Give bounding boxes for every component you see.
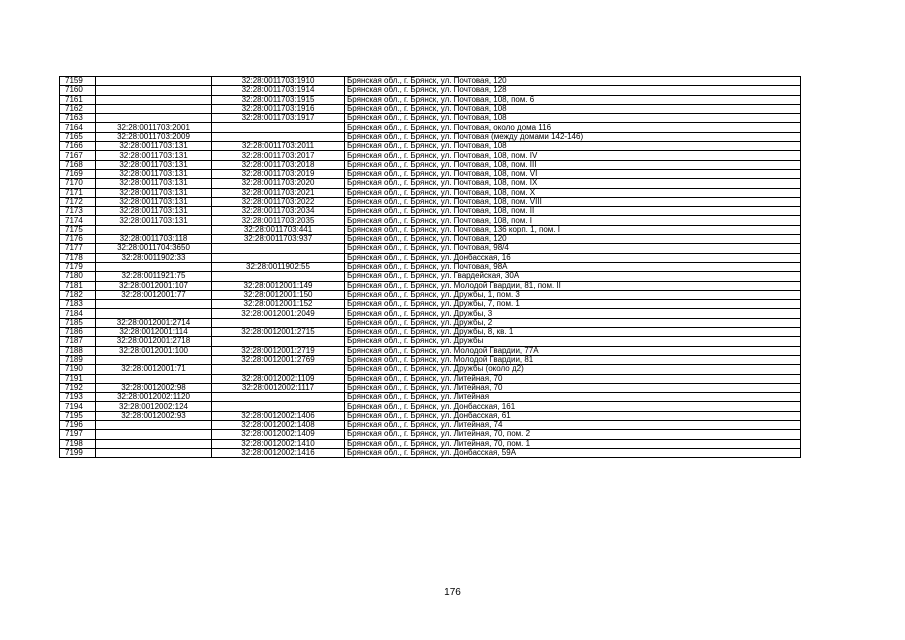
building-cadastral-number-cell (212, 318, 345, 327)
building-cadastral-number-cell: 32:28:0012002:1416 (212, 448, 345, 457)
land-cadastral-number-cell: 32:28:0011703:131 (96, 216, 212, 225)
building-cadastral-number-cell: 32:28:0011703:1910 (212, 77, 345, 86)
land-cadastral-number-cell: 32:28:0011703:131 (96, 160, 212, 169)
row-number-cell: 7197 (60, 430, 96, 439)
table-row (60, 188, 801, 197)
land-cadastral-number-cell: 32:28:0012001:71 (96, 365, 212, 374)
land-cadastral-number-cell: 32:28:0011703:118 (96, 235, 212, 244)
address-cell: Брянская обл., г. Брянск, ул. Донбасская, 59А (345, 448, 801, 457)
table-row (60, 123, 801, 132)
address-cell: Брянская обл., г. Брянск, ул. Почтовая, 108, пом. II (345, 207, 801, 216)
address-cell: Брянская обл., г. Брянск, ул. Почтовая, 108 (345, 142, 801, 151)
table-row (60, 262, 801, 271)
address-cell: Брянская обл., г. Брянск, ул. Почтовая, 108 (345, 114, 801, 123)
address-cell: Брянская обл., г. Брянск, ул. Дружбы (около д2) (345, 365, 801, 374)
address-cell: Брянская обл., г. Брянск, ул. Молодой Гвардии, 81, пом. II (345, 281, 801, 290)
row-number-cell: 7168 (60, 160, 96, 169)
address-cell: Брянская обл., г. Брянск, ул. Почтовая, 108, пом. VIII (345, 197, 801, 206)
table-row (60, 244, 801, 253)
building-cadastral-number-cell: 32:28:0011703:2018 (212, 160, 345, 169)
table-row (60, 318, 801, 327)
land-cadastral-number-cell: 32:28:0011703:131 (96, 197, 212, 206)
land-cadastral-number-cell (96, 77, 212, 86)
address-cell: Брянская обл., г. Брянск, ул. Почтовая (между домами 142-146) (345, 132, 801, 141)
building-cadastral-number-cell: 32:28:0012001:2049 (212, 309, 345, 318)
land-cadastral-number-cell (96, 86, 212, 95)
building-cadastral-number-cell: 32:28:0012002:1410 (212, 439, 345, 448)
row-number-cell: 7175 (60, 225, 96, 234)
row-number-cell: 7170 (60, 179, 96, 188)
table-row (60, 95, 801, 104)
row-number-cell: 7177 (60, 244, 96, 253)
address-cell: Брянская обл., г. Брянск, ул. Литейная, 70 (345, 374, 801, 383)
row-number-cell: 7190 (60, 365, 96, 374)
table-row (60, 402, 801, 411)
table-row (60, 114, 801, 123)
table-row (60, 281, 801, 290)
table-row (60, 132, 801, 141)
table-row (60, 197, 801, 206)
building-cadastral-number-cell: 32:28:0012001:149 (212, 281, 345, 290)
row-number-cell: 7166 (60, 142, 96, 151)
building-cadastral-number-cell: 32:28:0011703:441 (212, 225, 345, 234)
table-row (60, 86, 801, 95)
building-cadastral-number-cell (212, 393, 345, 402)
land-cadastral-number-cell: 32:28:0011703:131 (96, 188, 212, 197)
address-cell: Брянская обл., г. Брянск, ул. Почтовая, 108, пом. IX (345, 179, 801, 188)
address-cell: Брянская обл., г. Брянск, ул. Почтовая, 120 (345, 77, 801, 86)
address-cell: Брянская обл., г. Брянск, ул. Почтовая, около дома 116 (345, 123, 801, 132)
address-cell: Брянская обл., г. Брянск, ул. Донбасская, 61 (345, 411, 801, 420)
table-row (60, 383, 801, 392)
address-cell: Брянская обл., г. Брянск, ул. Почтовая, 136 корп. 1, пом. I (345, 225, 801, 234)
land-cadastral-number-cell: 32:28:0011703:131 (96, 169, 212, 178)
address-cell: Брянская обл., г. Брянск, ул. Почтовая, 108, пом. 6 (345, 95, 801, 104)
row-number-cell: 7191 (60, 374, 96, 383)
land-cadastral-number-cell (96, 262, 212, 271)
building-cadastral-number-cell: 32:28:0012001:2719 (212, 346, 345, 355)
address-cell: Брянская обл., г. Брянск, ул. Дружбы, 7, пом. 1 (345, 300, 801, 309)
table-row (60, 253, 801, 262)
table-row (60, 430, 801, 439)
building-cadastral-number-cell (212, 132, 345, 141)
land-cadastral-number-cell: 32:28:0011703:131 (96, 207, 212, 216)
building-cadastral-number-cell: 32:28:0012002:1109 (212, 374, 345, 383)
table-row (60, 309, 801, 318)
land-cadastral-number-cell (96, 430, 212, 439)
building-cadastral-number-cell (212, 123, 345, 132)
building-cadastral-number-cell: 32:28:0011703:2034 (212, 207, 345, 216)
row-number-cell: 7165 (60, 132, 96, 141)
row-number-cell: 7171 (60, 188, 96, 197)
land-cadastral-number-cell: 32:28:0011703:131 (96, 179, 212, 188)
row-number-cell: 7185 (60, 318, 96, 327)
row-number-cell: 7160 (60, 86, 96, 95)
address-cell: Брянская обл., г. Брянск, ул. Гвардейская, 30А (345, 272, 801, 281)
address-cell: Брянская обл., г. Брянск, ул. Дружбы, 8, кв. 1 (345, 328, 801, 337)
land-cadastral-number-cell (96, 420, 212, 429)
table-row (60, 355, 801, 364)
building-cadastral-number-cell: 32:28:0012001:152 (212, 300, 345, 309)
land-cadastral-number-cell: 32:28:0011703:2001 (96, 123, 212, 132)
row-number-cell: 7162 (60, 104, 96, 113)
table-row (60, 179, 801, 188)
table-row (60, 365, 801, 374)
land-cadastral-number-cell: 32:28:0012002:124 (96, 402, 212, 411)
table-row (60, 300, 801, 309)
building-cadastral-number-cell: 32:28:0012001:2715 (212, 328, 345, 337)
land-cadastral-number-cell (96, 300, 212, 309)
table-row (60, 439, 801, 448)
row-number-cell: 7192 (60, 383, 96, 392)
land-cadastral-number-cell: 32:28:0012001:107 (96, 281, 212, 290)
table-row (60, 235, 801, 244)
row-number-cell: 7176 (60, 235, 96, 244)
land-cadastral-number-cell: 32:28:0011703:2009 (96, 132, 212, 141)
row-number-cell: 7161 (60, 95, 96, 104)
address-cell: Брянская обл., г. Брянск, ул. Почтовая, 108, пом. III (345, 160, 801, 169)
property-registry-table (59, 76, 801, 458)
building-cadastral-number-cell (212, 337, 345, 346)
building-cadastral-number-cell (212, 253, 345, 262)
address-cell: Брянская обл., г. Брянск, ул. Почтовая, 108, пом. IV (345, 151, 801, 160)
address-cell: Брянская обл., г. Брянск, ул. Почтовая, 108 (345, 104, 801, 113)
building-cadastral-number-cell: 32:28:0011703:937 (212, 235, 345, 244)
address-cell: Брянская обл., г. Брянск, ул. Почтовая, 108, пом. VI (345, 169, 801, 178)
land-cadastral-number-cell (96, 225, 212, 234)
table-row (60, 346, 801, 355)
row-number-cell: 7178 (60, 253, 96, 262)
row-number-cell: 7195 (60, 411, 96, 420)
row-number-cell: 7196 (60, 420, 96, 429)
address-cell: Брянская обл., г. Брянск, ул. Почтовая, 120 (345, 235, 801, 244)
table-row (60, 374, 801, 383)
row-number-cell: 7184 (60, 309, 96, 318)
building-cadastral-number-cell: 32:28:0012002:1117 (212, 383, 345, 392)
address-cell: Брянская обл., г. Брянск, ул. Донбасская, 161 (345, 402, 801, 411)
table-row (60, 420, 801, 429)
address-cell: Брянская обл., г. Брянск, ул. Молодой Гвардии, 81 (345, 355, 801, 364)
building-cadastral-number-cell: 32:28:0011703:2021 (212, 188, 345, 197)
address-cell: Брянская обл., г. Брянск, ул. Дружбы, 3 (345, 309, 801, 318)
row-number-cell: 7159 (60, 77, 96, 86)
land-cadastral-number-cell: 32:28:0012001:100 (96, 346, 212, 355)
table-row (60, 77, 801, 86)
row-number-cell: 7186 (60, 328, 96, 337)
building-cadastral-number-cell: 32:28:0011703:2019 (212, 169, 345, 178)
land-cadastral-number-cell: 32:28:0011921:75 (96, 272, 212, 281)
table-row (60, 104, 801, 113)
building-cadastral-number-cell (212, 402, 345, 411)
land-cadastral-number-cell: 32:28:0012001:77 (96, 290, 212, 299)
row-number-cell: 7172 (60, 197, 96, 206)
table-row (60, 207, 801, 216)
building-cadastral-number-cell: 32:28:0011703:2011 (212, 142, 345, 151)
land-cadastral-number-cell: 32:28:0012001:2714 (96, 318, 212, 327)
address-cell: Брянская обл., г. Брянск, ул. Дружбы, 2 (345, 318, 801, 327)
table-row (60, 225, 801, 234)
row-number-cell: 7188 (60, 346, 96, 355)
land-cadastral-number-cell (96, 374, 212, 383)
address-cell: Брянская обл., г. Брянск, ул. Молодой Гвардии, 77А (345, 346, 801, 355)
row-number-cell: 7180 (60, 272, 96, 281)
land-cadastral-number-cell (96, 104, 212, 113)
land-cadastral-number-cell: 32:28:0012001:2718 (96, 337, 212, 346)
land-cadastral-number-cell: 32:28:0011703:131 (96, 142, 212, 151)
building-cadastral-number-cell: 32:28:0011703:2022 (212, 197, 345, 206)
address-cell: Брянская обл., г. Брянск, ул. Почтовая, 128 (345, 86, 801, 95)
row-number-cell: 7181 (60, 281, 96, 290)
row-number-cell: 7169 (60, 169, 96, 178)
row-number-cell: 7173 (60, 207, 96, 216)
building-cadastral-number-cell: 32:28:0012002:1409 (212, 430, 345, 439)
page-number: 176 (444, 587, 461, 598)
land-cadastral-number-cell: 32:28:0012002:1120 (96, 393, 212, 402)
row-number-cell: 7174 (60, 216, 96, 225)
table-row (60, 290, 801, 299)
table-row (60, 142, 801, 151)
registry-table-body (60, 77, 801, 458)
land-cadastral-number-cell (96, 114, 212, 123)
address-cell: Брянская обл., г. Брянск, ул. Дружбы (345, 337, 801, 346)
row-number-cell: 7193 (60, 393, 96, 402)
row-number-cell: 7179 (60, 262, 96, 271)
land-cadastral-number-cell: 32:28:0011703:131 (96, 151, 212, 160)
table-row (60, 448, 801, 457)
land-cadastral-number-cell (96, 448, 212, 457)
address-cell: Брянская обл., г. Брянск, ул. Почтовая, 108, пом. X (345, 188, 801, 197)
address-cell: Брянская обл., г. Брянск, ул. Литейная (345, 393, 801, 402)
land-cadastral-number-cell: 32:28:0012001:114 (96, 328, 212, 337)
building-cadastral-number-cell (212, 272, 345, 281)
table-row (60, 411, 801, 420)
table-row (60, 393, 801, 402)
table-row (60, 328, 801, 337)
row-number-cell: 7183 (60, 300, 96, 309)
row-number-cell: 7167 (60, 151, 96, 160)
building-cadastral-number-cell: 32:28:0012002:1408 (212, 420, 345, 429)
address-cell: Брянская обл., г. Брянск, ул. Дружбы, 1, пом. 3 (345, 290, 801, 299)
row-number-cell: 7164 (60, 123, 96, 132)
address-cell: Брянская обл., г. Брянск, ул. Почтовая, 108, пом. I (345, 216, 801, 225)
land-cadastral-number-cell (96, 95, 212, 104)
building-cadastral-number-cell: 32:28:0011703:2020 (212, 179, 345, 188)
land-cadastral-number-cell (96, 439, 212, 448)
table-row (60, 160, 801, 169)
address-cell: Брянская обл., г. Брянск, ул. Донбасская, 16 (345, 253, 801, 262)
building-cadastral-number-cell: 32:28:0012001:150 (212, 290, 345, 299)
table-row (60, 151, 801, 160)
land-cadastral-number-cell: 32:28:0012002:93 (96, 411, 212, 420)
land-cadastral-number-cell: 32:28:0011902:33 (96, 253, 212, 262)
row-number-cell: 7194 (60, 402, 96, 411)
land-cadastral-number-cell (96, 355, 212, 364)
building-cadastral-number-cell: 32:28:0011703:1916 (212, 104, 345, 113)
land-cadastral-number-cell: 32:28:0011704:3650 (96, 244, 212, 253)
land-cadastral-number-cell: 32:28:0012002:98 (96, 383, 212, 392)
table-row (60, 272, 801, 281)
row-number-cell: 7163 (60, 114, 96, 123)
row-number-cell: 7189 (60, 355, 96, 364)
row-number-cell: 7199 (60, 448, 96, 457)
row-number-cell: 7198 (60, 439, 96, 448)
table-row (60, 337, 801, 346)
row-number-cell: 7187 (60, 337, 96, 346)
building-cadastral-number-cell (212, 244, 345, 253)
address-cell: Брянская обл., г. Брянск, ул. Литейная, 70 (345, 383, 801, 392)
building-cadastral-number-cell: 32:28:0012001:2769 (212, 355, 345, 364)
building-cadastral-number-cell: 32:28:0011703:1915 (212, 95, 345, 104)
building-cadastral-number-cell (212, 365, 345, 374)
building-cadastral-number-cell: 32:28:0012002:1406 (212, 411, 345, 420)
table-row (60, 216, 801, 225)
building-cadastral-number-cell: 32:28:0011703:1917 (212, 114, 345, 123)
building-cadastral-number-cell: 32:28:0011703:1914 (212, 86, 345, 95)
table-row (60, 169, 801, 178)
building-cadastral-number-cell: 32:28:0011902:55 (212, 262, 345, 271)
row-number-cell: 7182 (60, 290, 96, 299)
address-cell: Брянская обл., г. Брянск, ул. Почтовая, 98А (345, 262, 801, 271)
building-cadastral-number-cell: 32:28:0011703:2017 (212, 151, 345, 160)
building-cadastral-number-cell: 32:28:0011703:2035 (212, 216, 345, 225)
address-cell: Брянская обл., г. Брянск, ул. Почтовая, 98/4 (345, 244, 801, 253)
land-cadastral-number-cell (96, 309, 212, 318)
address-cell: Брянская обл., г. Брянск, ул. Литейная, 70, пом. 2 (345, 430, 801, 439)
address-cell: Брянская обл., г. Брянск, ул. Литейная, 74 (345, 420, 801, 429)
address-cell: Брянская обл., г. Брянск, ул. Литейная, 70, пом. 1 (345, 439, 801, 448)
